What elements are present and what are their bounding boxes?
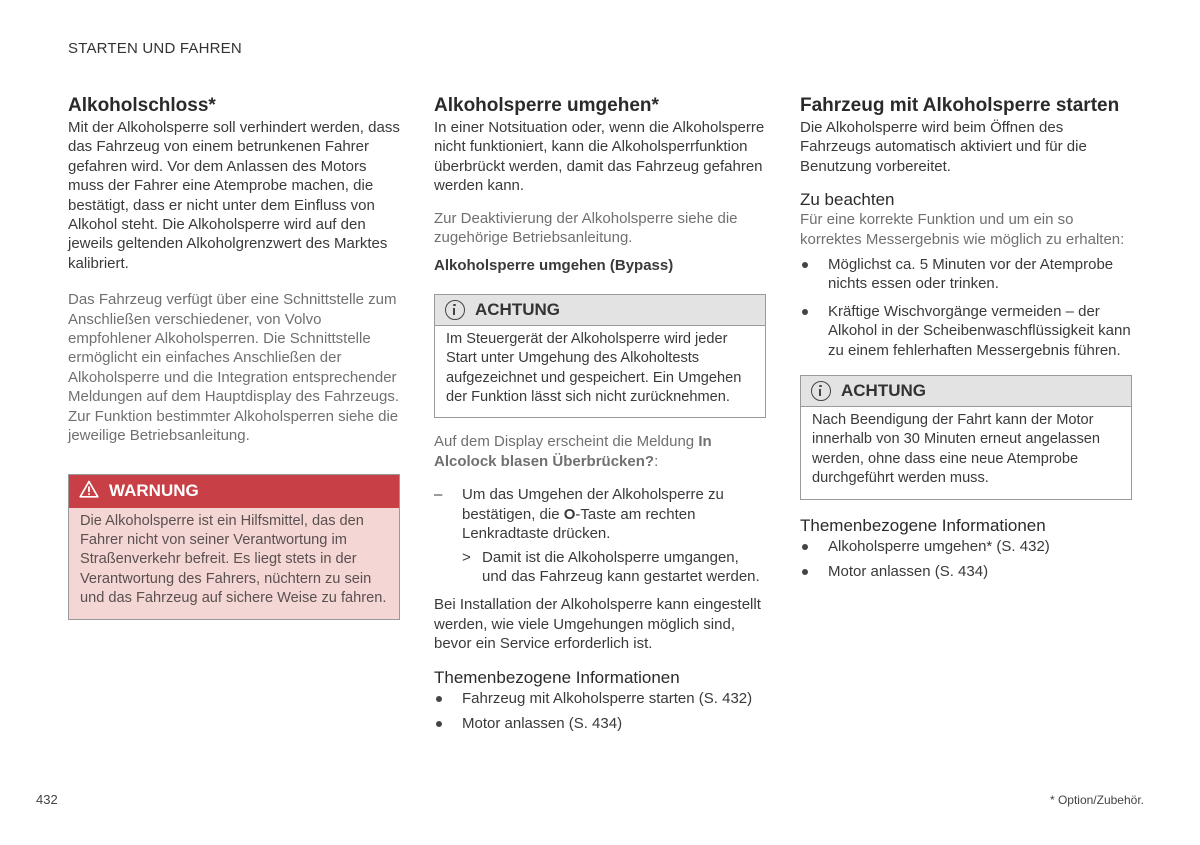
related-info-title: Themenbezogene Informationen bbox=[434, 667, 680, 687]
note-bullet-list bbox=[800, 255, 1132, 360]
related-link[interactable]: Fahrzeug mit Alkoholsperre starten (S. 432) bbox=[434, 689, 766, 708]
section-title: Fahrzeug mit Alkoholsperre starten bbox=[800, 95, 1120, 116]
caution-text: Im Steuergerät der Alkoholsperre wird jeder Start unter Umgehung des Alkoholtests aufgezeichnet und gespeichert. Ein Umgehen der Funktion lässt sich nicht zurücknehmen. bbox=[446, 330, 742, 406]
warning-header bbox=[69, 475, 399, 508]
display-message-text: In Alcolock blasen Überbrücken? bbox=[434, 433, 712, 470]
caution-title: ACHTUNG bbox=[475, 299, 560, 319]
key-label-o: O bbox=[563, 505, 576, 523]
activation-paragraph: Die Alkoholsperre wird beim Öffnen des Fahrzeugs automatisch aktiviert und für die Benutzung vorbereitet. bbox=[800, 119, 1087, 175]
note-bullet: Kräftige Wischvorgänge vermeiden – der Alkohol in der Scheibenwaschflüssigkeit kann zu einem fehlerhaften Messergebnis führen. bbox=[800, 302, 1132, 360]
deactivation-paragraph: Zur Deaktivierung der Alkoholsperre siehe die zugehörige Betriebsanleitung. bbox=[434, 209, 738, 247]
interface-paragraph: Das Fahrzeug verfügt über eine Schnittstelle zum Anschließen verschiedener, von Volvo empfohlener Alkoholsperren. Die Schnittstelle ermöglicht ein einfaches Anschließen der Alkoholsperre und die Integration entsprechender Meldungen auf dem Hauptdisplay des Fahrzeugs. Zur Funktion bestimmter Alkoholsperren siehe die jeweilige Betriebsanleitung. bbox=[68, 291, 400, 445]
info-icon bbox=[445, 300, 465, 320]
related-link[interactable]: Alkoholsperre umgehen* (S. 432) bbox=[800, 537, 1132, 556]
warning-title: WARNUNG bbox=[109, 481, 199, 500]
note-bullet: Möglichst ca. 5 Minuten vor der Atemprobe nichts essen oder trinken. bbox=[800, 255, 1132, 294]
caution-title: ACHTUNG bbox=[841, 381, 926, 401]
intro-paragraph: Mit der Alkoholsperre soll verhindert werden, dass das Fahrzeug von einem betrunkenen Fahrer gefahren wird. Vor dem Anlassen des Motors muss der Fahrer eine Atemprobe machen, die bestätigt, dass er nicht unter dem Einfluss von Alkohol steht. Die Alkoholsperre wird auf den jeweils geltenden Alkoholgrenzwert des Marktes kalibriert. bbox=[68, 119, 400, 272]
warning-triangle-icon bbox=[79, 480, 99, 503]
column-fahrzeug-starten bbox=[800, 94, 1132, 582]
note-intro: Für eine korrekte Funktion und um ein so korrektes Messergebnis wie möglich zu erhalten: bbox=[800, 211, 1125, 248]
display-message-prefix: Auf dem Display erscheint die Meldung bbox=[434, 433, 699, 451]
caution-header bbox=[435, 295, 765, 326]
related-info-list bbox=[434, 689, 766, 734]
caution-text: Nach Beendigung der Fahrt kann der Motor innerhalb von 30 Minuten erneut angelassen werden, ohne dass eine neue Atemprobe durchgeführt werden muss. bbox=[812, 412, 1101, 487]
display-message-paragraph bbox=[434, 432, 766, 471]
section-header: STARTEN UND FAHREN bbox=[68, 40, 242, 57]
related-link[interactable]: Motor anlassen (S. 434) bbox=[434, 714, 766, 733]
step-dash: – bbox=[434, 486, 443, 504]
caution-box bbox=[434, 294, 766, 419]
page-number: 432 bbox=[36, 792, 58, 807]
related-info-title: Themenbezogene Informationen bbox=[800, 515, 1046, 535]
caution-box bbox=[800, 375, 1132, 500]
step-result bbox=[434, 548, 766, 587]
step-text-start: Um das Umgehen der Alkoholsperre zu bestätigen, die bbox=[462, 486, 724, 523]
installation-paragraph: Bei Installation der Alkoholsperre kann eingestellt werden, wie viele Umgehungen möglich sind, bevor ein Service erforderlich ist. bbox=[434, 596, 761, 653]
section-title: Alkoholschloss* bbox=[68, 95, 216, 116]
footnote: * Option/Zubehör. bbox=[1049, 793, 1144, 807]
emergency-paragraph: In einer Notsituation oder, wenn die Alkoholsperre nicht funktioniert, kann die Alkoholsperrfunktion überbrückt werden, damit das Fahrzeug gefahren werden kann. bbox=[434, 119, 765, 195]
warning-text: Die Alkoholsperre ist ein Hilfsmittel, das den Fahrer nicht von seiner Verantwortung im Straßenverkehr befreit. Es liegt stets in der Verantwortung des Fahrers, nüchtern zu sein und das Fahrzeug auf sichere Weise zu fahren. bbox=[80, 512, 387, 607]
column-alkoholschloss bbox=[68, 94, 400, 620]
bypass-subheading: Alkoholsperre umgehen (Bypass) bbox=[434, 257, 674, 275]
result-text: Damit ist die Alkoholsperre umgangen, und das Fahrzeug kann gestartet werden. bbox=[482, 548, 760, 585]
column-alkoholsperre-umgehen bbox=[434, 94, 766, 733]
warning-box bbox=[68, 474, 400, 620]
note-title: Zu beachten bbox=[800, 190, 895, 210]
step-text-end: -Taste am rechten Lenkradtaste drücken. bbox=[462, 505, 696, 543]
related-link[interactable]: Motor anlassen (S. 434) bbox=[800, 562, 1132, 581]
result-marker: > bbox=[462, 548, 471, 566]
section-title: Alkoholsperre umgehen* bbox=[434, 95, 659, 116]
related-info-list bbox=[800, 537, 1132, 582]
info-icon bbox=[811, 381, 831, 401]
caution-header bbox=[801, 376, 1131, 407]
display-message-suffix: : bbox=[654, 452, 659, 470]
instruction-step bbox=[434, 485, 766, 543]
